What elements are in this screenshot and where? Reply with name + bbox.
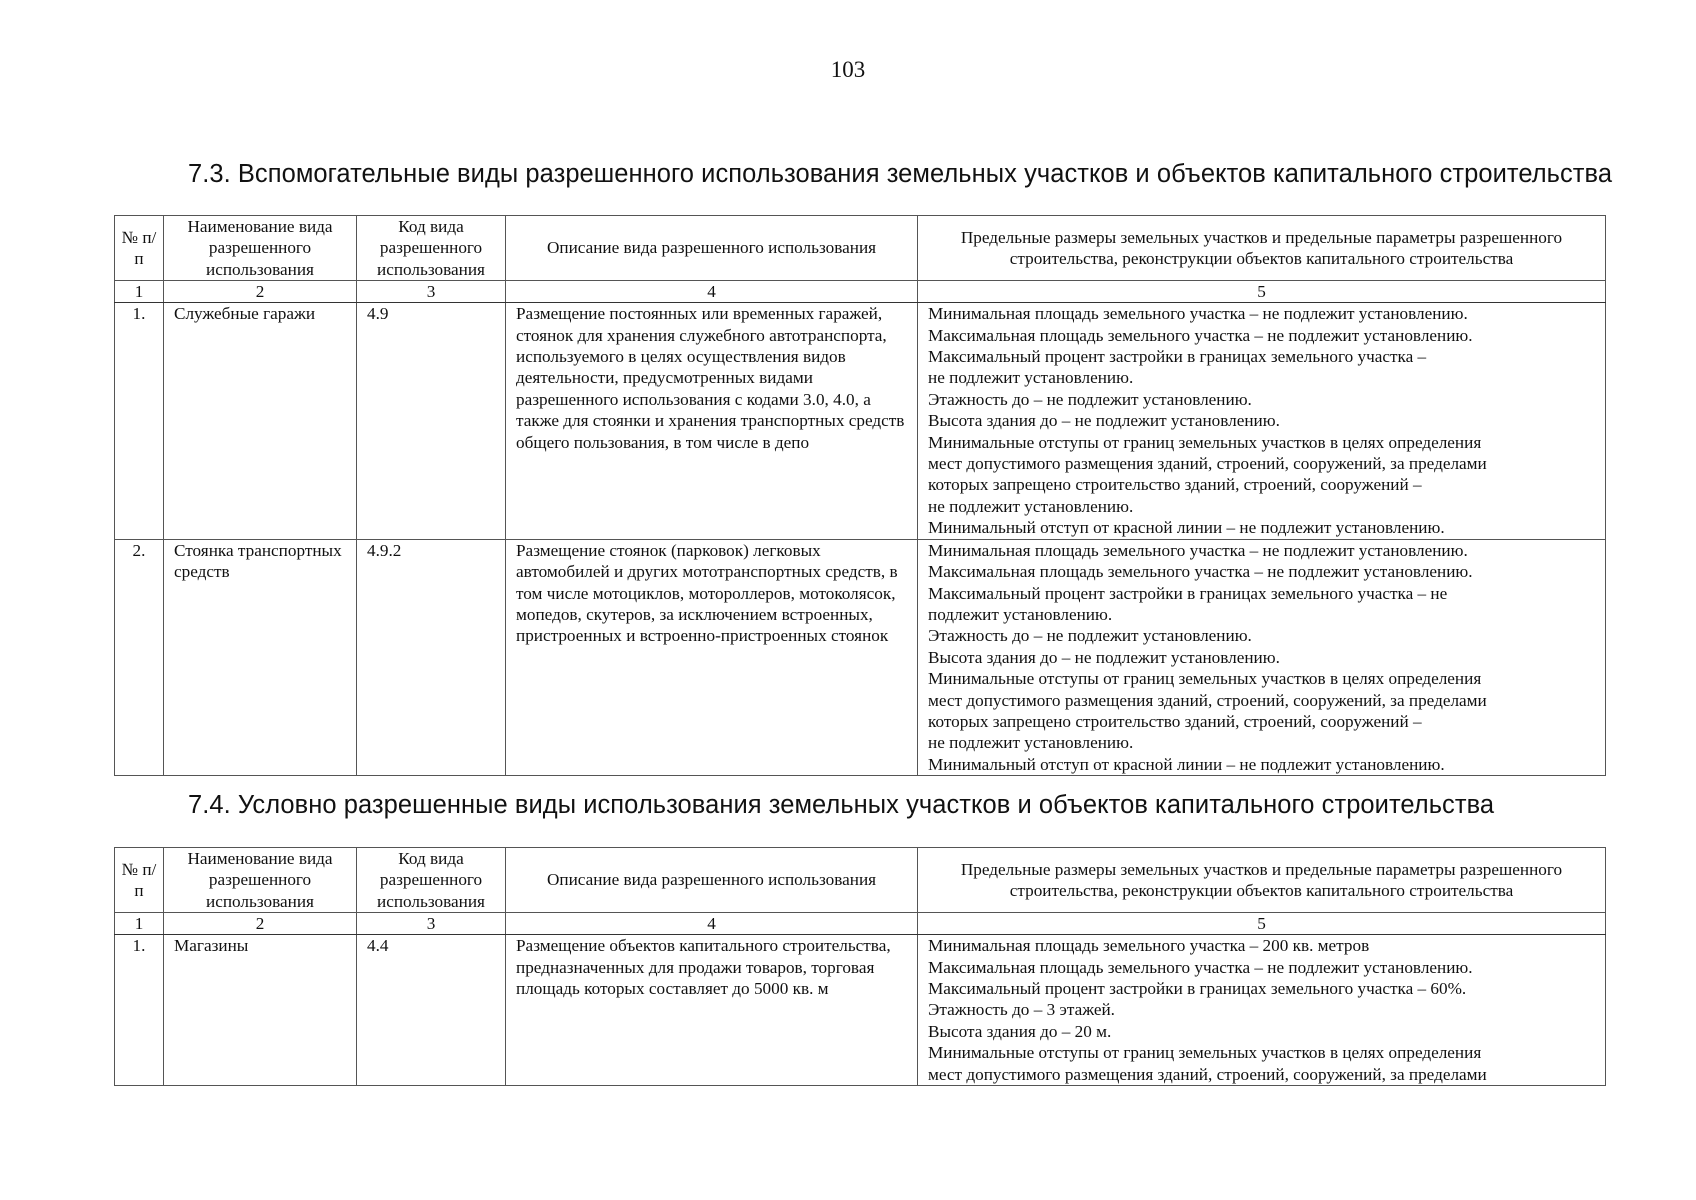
parameter-line: не подлежит установлению. bbox=[928, 733, 1134, 753]
use-parameters bbox=[918, 303, 1606, 539]
use-parameters bbox=[918, 935, 1606, 1086]
column-number: 3 bbox=[357, 913, 506, 935]
use-description: Размещение объектов капитального строительства, предназначенных для продажи товаров, торговая площадь которых составляет до 5000 кв. м bbox=[506, 935, 918, 1086]
column-number: 1 bbox=[115, 913, 164, 935]
use-description: Размещение стоянок (парковок) легковых автомобилей и других мототранспортных средств, в том числе мотоциклов, мотороллеров, мотоколясок, мопедов, скутеров, за исключением встроенных, пристроенных и встроенно-пристроенных стоянок bbox=[506, 539, 918, 775]
use-code: 4.9.2 bbox=[357, 539, 506, 775]
use-name: Стоянка транспортных средств bbox=[164, 539, 357, 775]
parameter-line: мест допустимого размещения зданий, строений, сооружений, за пределами bbox=[928, 454, 1487, 474]
parameter-line: Максимальная площадь земельного участка – не подлежит установлению. bbox=[928, 562, 1473, 582]
parameter-line: Высота здания до – не подлежит установлению. bbox=[928, 647, 1280, 667]
table-row bbox=[115, 935, 1606, 1086]
parameter-line: мест допустимого размещения зданий, строений, сооружений, за пределами bbox=[928, 1064, 1487, 1084]
parameter-line: Минимальная площадь земельного участка – не подлежит установлению. bbox=[928, 304, 1468, 324]
section-title-7-3: 7.3. Вспомогательные виды разрешенного использования земельных участков и объектов капитального строительства bbox=[188, 160, 1613, 188]
header-no: № п/п bbox=[115, 216, 164, 281]
use-name: Магазины bbox=[164, 935, 357, 1086]
column-number: 2 bbox=[164, 913, 357, 935]
use-name: Служебные гаражи bbox=[164, 303, 357, 539]
column-number: 4 bbox=[506, 913, 918, 935]
header-name: Наименование вида разрешенного использования bbox=[164, 848, 357, 913]
header-description: Описание вида разрешенного использования bbox=[506, 848, 918, 913]
column-number-row bbox=[115, 913, 1606, 935]
column-number: 5 bbox=[918, 281, 1606, 303]
column-number-row bbox=[115, 281, 1606, 303]
parameter-line: Минимальные отступы от границ земельных участков в целях определения bbox=[928, 432, 1482, 452]
parameter-line: мест допустимого размещения зданий, строений, сооружений, за пределами bbox=[928, 690, 1487, 710]
column-number: 1 bbox=[115, 281, 164, 303]
parameter-line: подлежит установлению. bbox=[928, 604, 1113, 624]
column-number: 2 bbox=[164, 281, 357, 303]
header-code: Код вида разрешенного использования bbox=[357, 216, 506, 281]
parameter-line: не подлежит установлению. bbox=[928, 368, 1134, 388]
parameter-line: Этажность до – не подлежит установлению. bbox=[928, 626, 1252, 646]
parameter-line: которых запрещено строительство зданий, строений, сооружений – bbox=[928, 475, 1422, 495]
parameter-line: Минимальные отступы от границ земельных участков в целях определения bbox=[928, 669, 1482, 689]
parameter-line: Минимальная площадь земельного участка – не подлежит установлению. bbox=[928, 540, 1468, 560]
parameter-line: Максимальная площадь земельного участка – не подлежит установлению. bbox=[928, 325, 1473, 345]
parameter-line: Максимальная площадь земельного участка – не подлежит установлению. bbox=[928, 957, 1473, 977]
row-number: 2. bbox=[115, 539, 164, 775]
header-parameters: Предельные размеры земельных участков и предельные параметры разрешенного строительства, реконструкции объектов капитального строительства bbox=[918, 216, 1606, 281]
parameter-line: Минимальный отступ от красной линии – не подлежит установлению. bbox=[928, 754, 1445, 774]
parameter-line: Этажность до – 3 этажей. bbox=[928, 1000, 1115, 1020]
parameter-line: Высота здания до – 20 м. bbox=[928, 1021, 1112, 1041]
use-code: 4.4 bbox=[357, 935, 506, 1086]
use-description: Размещение постоянных или временных гаражей, стоянок для хранения служебного автотранспорта, используемого в целях осуществления видов деятельности, предусмотренных видами разрешенного использования с кодами 3.0, 4.0, а также для стоянки и хранения транспортных средств общего пользования, в том числе в депо bbox=[506, 303, 918, 539]
use-code: 4.9 bbox=[357, 303, 506, 539]
table-auxiliary-uses bbox=[114, 215, 1606, 776]
row-number: 1. bbox=[115, 935, 164, 1086]
table-conditional-uses bbox=[114, 847, 1606, 1086]
parameter-line: Минимальные отступы от границ земельных участков в целях определения bbox=[928, 1043, 1482, 1063]
table-row bbox=[115, 303, 1606, 539]
parameter-line: Высота здания до – не подлежит установлению. bbox=[928, 411, 1280, 431]
header-code: Код вида разрешенного использования bbox=[357, 848, 506, 913]
parameter-line: Максимальный процент застройки в границах земельного участка – bbox=[928, 347, 1427, 367]
parameter-line: Минимальный отступ от красной линии – не подлежит установлению. bbox=[928, 518, 1445, 538]
header-parameters: Предельные размеры земельных участков и предельные параметры разрешенного строительства, реконструкции объектов капитального строительства bbox=[918, 848, 1606, 913]
header-no: № п/п bbox=[115, 848, 164, 913]
section-title-7-4: 7.4. Условно разрешенные виды использования земельных участков и объектов капитального строительства bbox=[188, 791, 1495, 819]
parameter-line: которых запрещено строительство зданий, строений, сооружений – bbox=[928, 711, 1422, 731]
table-row bbox=[115, 539, 1606, 775]
page-number: 103 bbox=[830, 57, 866, 82]
column-number: 5 bbox=[918, 913, 1606, 935]
parameter-line: Максимальный процент застройки в границах земельного участка – 60%. bbox=[928, 979, 1467, 999]
parameter-line: Минимальная площадь земельного участка – 200 кв. метров bbox=[928, 936, 1370, 956]
table-header-row bbox=[115, 848, 1606, 913]
header-name: Наименование вида разрешенного использования bbox=[164, 216, 357, 281]
parameter-line: не подлежит установлению. bbox=[928, 496, 1134, 516]
header-description: Описание вида разрешенного использования bbox=[506, 216, 918, 281]
parameter-line: Этажность до – не подлежит установлению. bbox=[928, 389, 1252, 409]
use-parameters bbox=[918, 539, 1606, 775]
row-number: 1. bbox=[115, 303, 164, 539]
column-number: 4 bbox=[506, 281, 918, 303]
column-number: 3 bbox=[357, 281, 506, 303]
table-header-row bbox=[115, 216, 1606, 281]
parameter-line: Максимальный процент застройки в границах земельного участка – не bbox=[928, 583, 1448, 603]
